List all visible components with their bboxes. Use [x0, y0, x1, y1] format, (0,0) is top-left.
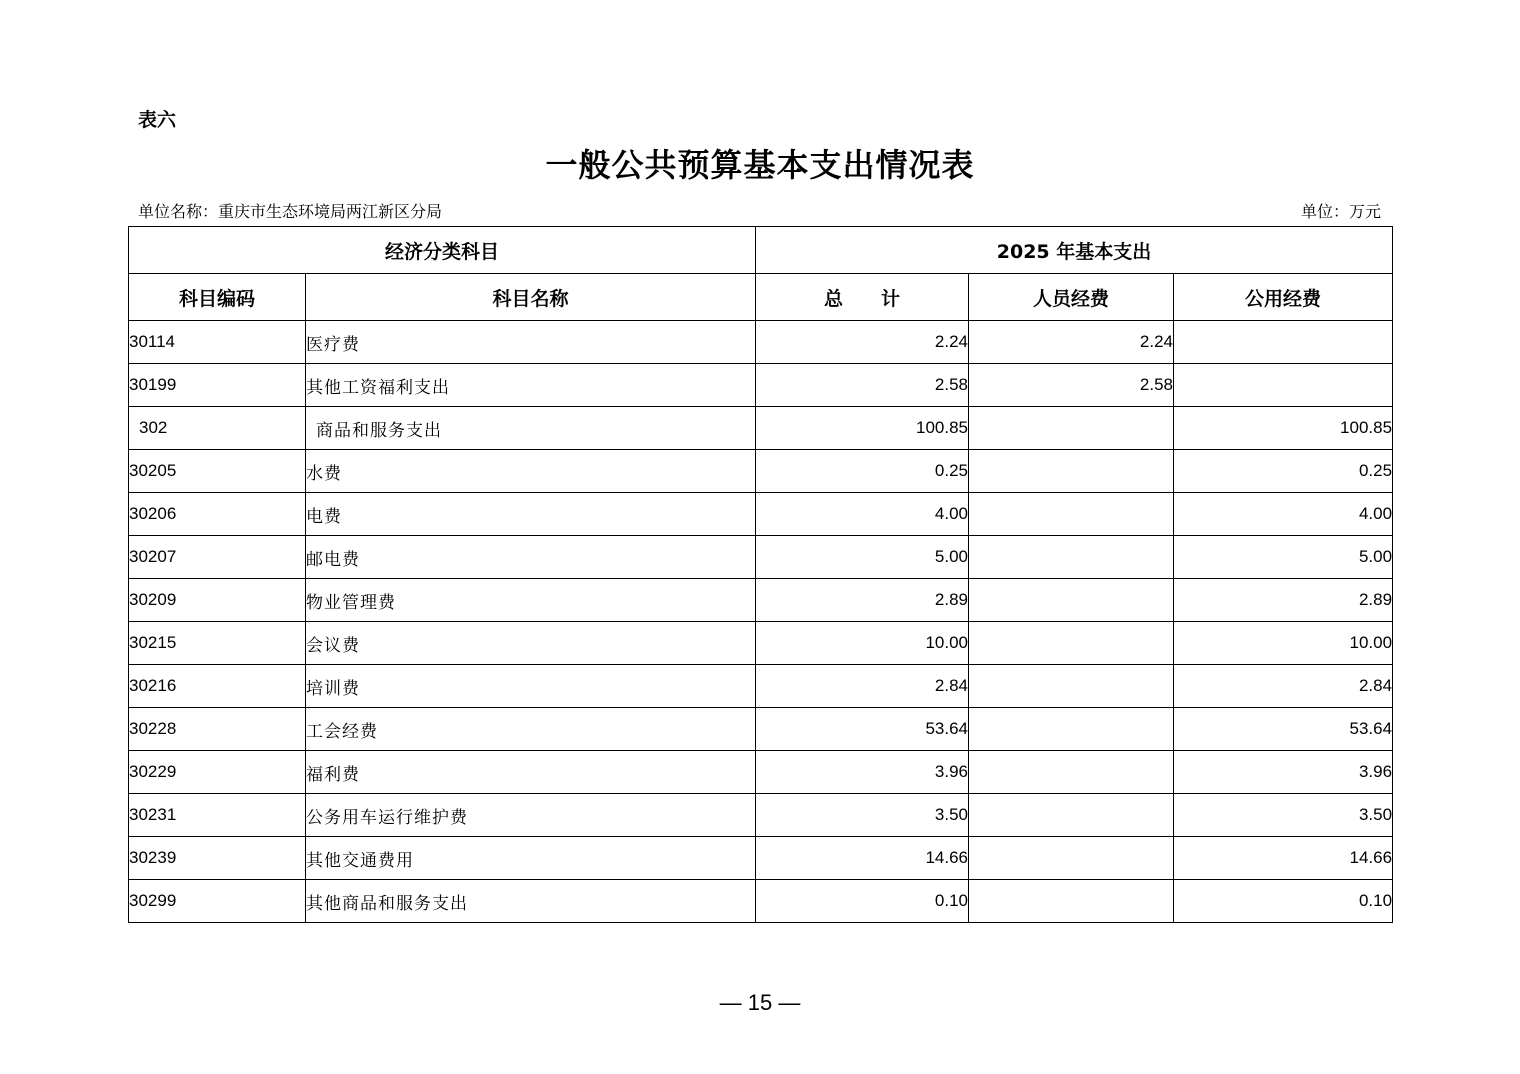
row-name: 水费	[306, 450, 756, 493]
header-name: 科目名称	[306, 274, 756, 321]
row-personnel	[969, 407, 1174, 450]
row-public: 10.00	[1174, 622, 1393, 665]
table-row	[129, 622, 1393, 665]
row-name: 其他商品和服务支出	[306, 880, 756, 923]
row-personnel	[969, 665, 1174, 708]
table-row	[129, 751, 1393, 794]
row-personnel	[969, 880, 1174, 923]
row-name: 电费	[306, 493, 756, 536]
row-code: 30229	[129, 751, 306, 794]
row-public	[1174, 364, 1393, 407]
table-label: 表六	[138, 109, 177, 131]
row-personnel: 2.58	[969, 364, 1174, 407]
row-code: 30228	[129, 708, 306, 751]
table-row	[129, 450, 1393, 493]
row-personnel	[969, 536, 1174, 579]
row-name: 商品和服务支出	[306, 407, 756, 450]
header-group-row	[129, 227, 1393, 274]
row-code: 30231	[129, 794, 306, 837]
table-row	[129, 837, 1393, 880]
row-public: 100.85	[1174, 407, 1393, 450]
row-personnel	[969, 579, 1174, 622]
header-code: 科目编码	[129, 274, 306, 321]
header-column-row	[129, 274, 1393, 321]
header-economic-category: 经济分类科目	[129, 227, 756, 274]
row-total: 53.64	[756, 708, 969, 751]
row-personnel	[969, 751, 1174, 794]
row-code: 30114	[129, 321, 306, 364]
row-total: 0.25	[756, 450, 969, 493]
unit-label: 单位：万元	[1300, 202, 1381, 221]
budget-table	[128, 226, 1393, 923]
row-code: 30199	[129, 364, 306, 407]
table-row	[129, 708, 1393, 751]
row-code: 30239	[129, 837, 306, 880]
row-total: 2.58	[756, 364, 969, 407]
row-total: 0.10	[756, 880, 969, 923]
row-code: 30209	[129, 579, 306, 622]
row-total: 2.24	[756, 321, 969, 364]
row-public: 53.64	[1174, 708, 1393, 751]
row-total: 4.00	[756, 493, 969, 536]
row-total: 3.50	[756, 794, 969, 837]
row-public: 4.00	[1174, 493, 1393, 536]
row-personnel	[969, 450, 1174, 493]
page-title: 一般公共预算基本支出情况表	[545, 146, 975, 184]
table-row	[129, 321, 1393, 364]
table-row	[129, 665, 1393, 708]
row-name: 邮电费	[306, 536, 756, 579]
table-row	[129, 536, 1393, 579]
row-name: 医疗费	[306, 321, 756, 364]
row-public: 14.66	[1174, 837, 1393, 880]
row-name: 福利费	[306, 751, 756, 794]
header-total: 总 计	[756, 274, 969, 321]
row-name: 物业管理费	[306, 579, 756, 622]
table-row	[129, 794, 1393, 837]
row-code: 30299	[129, 880, 306, 923]
row-total: 10.00	[756, 622, 969, 665]
table-row	[129, 880, 1393, 923]
row-code: 30207	[129, 536, 306, 579]
row-personnel	[969, 622, 1174, 665]
header-personnel: 人员经费	[969, 274, 1174, 321]
row-personnel: 2.24	[969, 321, 1174, 364]
row-personnel	[969, 708, 1174, 751]
row-personnel	[969, 837, 1174, 880]
table-body	[129, 321, 1393, 923]
table-row	[129, 579, 1393, 622]
row-total: 2.84	[756, 665, 969, 708]
row-name: 其他交通费用	[306, 837, 756, 880]
row-public: 2.89	[1174, 579, 1393, 622]
row-total: 5.00	[756, 536, 969, 579]
row-public: 5.00	[1174, 536, 1393, 579]
unit-name: 单位名称：重庆市生态环境局两江新区分局	[138, 202, 443, 221]
row-code: 302	[129, 407, 306, 450]
row-public: 0.25	[1174, 450, 1393, 493]
row-name: 培训费	[306, 665, 756, 708]
row-public: 3.96	[1174, 751, 1393, 794]
row-code: 30205	[129, 450, 306, 493]
table-row	[129, 364, 1393, 407]
row-personnel	[969, 794, 1174, 837]
row-personnel	[969, 493, 1174, 536]
row-public: 0.10	[1174, 880, 1393, 923]
row-name: 工会经费	[306, 708, 756, 751]
row-name: 公务用车运行维护费	[306, 794, 756, 837]
row-public: 2.84	[1174, 665, 1393, 708]
row-public	[1174, 321, 1393, 364]
row-code: 30206	[129, 493, 306, 536]
row-name: 其他工资福利支出	[306, 364, 756, 407]
page-number: — 15 —	[719, 990, 801, 1015]
header-basic-expenditure: 2025 年基本支出	[756, 227, 1393, 274]
row-total: 3.96	[756, 751, 969, 794]
header-public: 公用经费	[1174, 274, 1393, 321]
row-name: 会议费	[306, 622, 756, 665]
row-code: 30215	[129, 622, 306, 665]
table-row	[129, 493, 1393, 536]
row-code: 30216	[129, 665, 306, 708]
row-total: 14.66	[756, 837, 969, 880]
row-total: 100.85	[756, 407, 969, 450]
row-public: 3.50	[1174, 794, 1393, 837]
table-row	[129, 407, 1393, 450]
row-total: 2.89	[756, 579, 969, 622]
